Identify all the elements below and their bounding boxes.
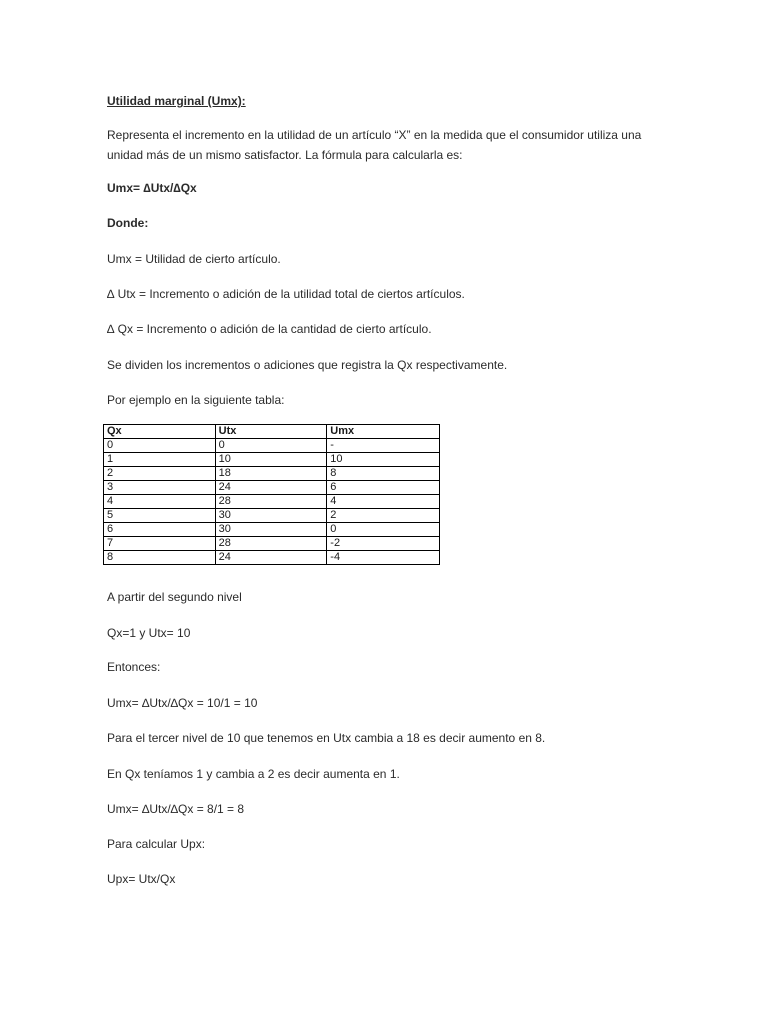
section-heading: Utilidad marginal (Umx):	[107, 94, 246, 108]
qx-utx-values: Qx=1 y Utx= 10	[107, 626, 191, 640]
utility-table	[103, 424, 440, 565]
cell-utx: 30	[215, 523, 327, 537]
table-row	[104, 481, 440, 495]
definition-umx: Umx = Utilidad de cierto artículo.	[107, 252, 281, 266]
definition-qx: ∆ Qx = Incremento o adición de la cantidad de cierto artículo.	[107, 322, 432, 336]
definition-utx: ∆ Utx = Incremento o adición de la utilidad total de ciertos artículos.	[107, 287, 465, 301]
table-row	[104, 495, 440, 509]
cell-qx: 7	[104, 537, 216, 551]
table-header-row	[104, 425, 440, 439]
table-row	[104, 537, 440, 551]
second-level-text: A partir del segundo nivel	[107, 590, 242, 604]
table-row	[104, 523, 440, 537]
cell-qx: 4	[104, 495, 216, 509]
donde-label: Donde:	[107, 216, 149, 230]
third-level-text: Para el tercer nivel de 10 que tenemos en Utx cambia a 18 es decir aumento en 8.	[107, 731, 546, 745]
header-utx: Utx	[215, 425, 327, 439]
cell-utx: 28	[215, 495, 327, 509]
example-intro: Por ejemplo en la siguiente tabla:	[107, 393, 285, 407]
cell-umx: -2	[327, 537, 440, 551]
cell-utx: 0	[215, 439, 327, 453]
upx-formula: Upx= Utx/Qx	[107, 872, 176, 886]
formula-line: Umx= ∆Utx/∆Qx	[107, 181, 197, 195]
cell-umx: 4	[327, 495, 440, 509]
cell-qx: 5	[104, 509, 216, 523]
header-qx: Qx	[104, 425, 216, 439]
header-umx: Umx	[327, 425, 440, 439]
table-row	[104, 509, 440, 523]
cell-qx: 1	[104, 453, 216, 467]
entonces-label: Entonces:	[107, 660, 161, 674]
cell-utx: 10	[215, 453, 327, 467]
cell-umx: -4	[327, 551, 440, 565]
cell-umx: 10	[327, 453, 440, 467]
table-row	[104, 453, 440, 467]
cell-qx: 3	[104, 481, 216, 495]
cell-qx: 8	[104, 551, 216, 565]
cell-utx: 18	[215, 467, 327, 481]
cell-utx: 24	[215, 551, 327, 565]
cell-umx: 6	[327, 481, 440, 495]
divide-paragraph: Se dividen los incrementos o adiciones que registra la Qx respectivamente.	[107, 358, 508, 372]
intro-paragraph: Representa el incremento en la utilidad de un artículo “X” en la medida que el consumidor utiliza una unidad más de un mismo satisfactor. La fórmula para calcularla es:	[107, 128, 642, 162]
cell-umx: 2	[327, 509, 440, 523]
cell-qx: 0	[104, 439, 216, 453]
table-row	[104, 467, 440, 481]
cell-utx: 24	[215, 481, 327, 495]
cell-umx: 0	[327, 523, 440, 537]
qx-change-text: En Qx teníamos 1 y cambia a 2 es decir aumenta en 1.	[107, 767, 400, 781]
upx-intro: Para calcular Upx:	[107, 837, 206, 851]
cell-utx: 30	[215, 509, 327, 523]
table-row	[104, 551, 440, 565]
calculation-1: Umx= ∆Utx/∆Qx = 10/1 = 10	[107, 696, 258, 710]
table-row	[104, 439, 440, 453]
calculation-2: Umx= ∆Utx/∆Qx = 8/1 = 8	[107, 802, 245, 816]
cell-qx: 6	[104, 523, 216, 537]
cell-utx: 28	[215, 537, 327, 551]
cell-qx: 2	[104, 467, 216, 481]
cell-umx: 8	[327, 467, 440, 481]
cell-umx: -	[327, 439, 440, 453]
